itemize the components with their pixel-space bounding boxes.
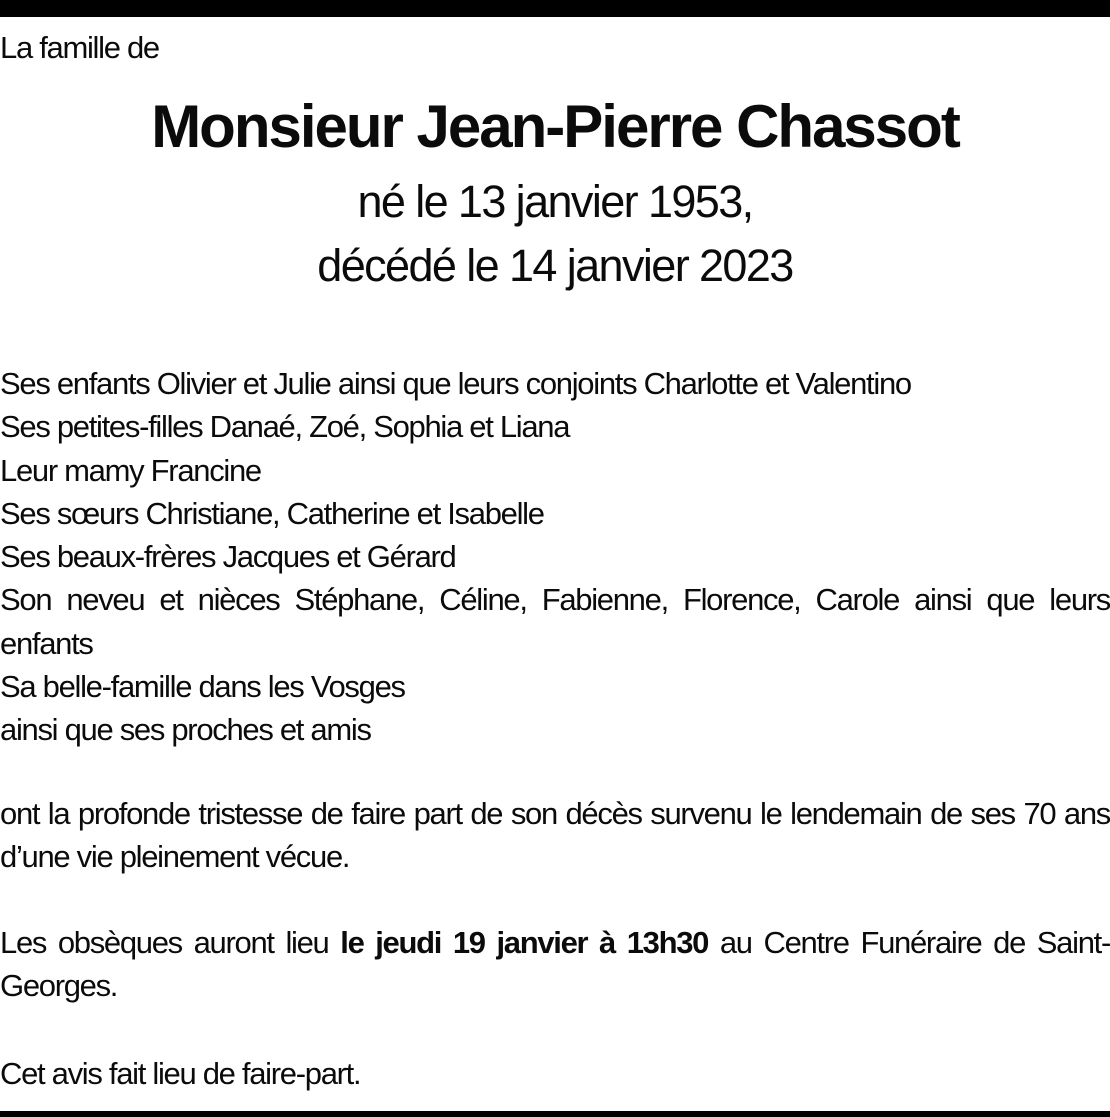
family-line: Leur mamy Francine — [0, 452, 261, 488]
closing-note: Cet avis fait lieu de faire-part. — [0, 1056, 361, 1091]
funeral-paragraph — [0, 921, 1110, 1008]
funeral-date-time: le jeudi 19 janvier à 13h30 — [340, 925, 709, 960]
announcement-paragraph: ont la profonde tristesse de faire part de son décès survenu le lendemain de ses 70 ans d’une vie pleinement vécue. — [0, 796, 1110, 875]
family-list — [0, 362, 1110, 752]
family-line: Ses beaux-frères Jacques et Gérard — [0, 539, 456, 575]
funeral-text-before: Les obsèques auront lieu — [0, 925, 341, 960]
bottom-border-rule — [0, 1111, 1110, 1117]
deceased-name: Monsieur Jean-Pierre Chassot — [151, 93, 959, 160]
birth-date: né le 13 janvier 1953, — [357, 176, 753, 227]
funeral-text-after: au Centre Funéraire de Saint-Georges. — [0, 925, 1110, 1004]
family-line: Ses sœurs Christiane, Catherine et Isabelle — [0, 495, 544, 531]
intro-text: La famille de — [0, 30, 159, 65]
family-line: ainsi que ses proches et amis — [0, 712, 371, 748]
family-line: Sa belle-famille dans les Vosges — [0, 669, 405, 705]
family-line: Son neveu et nièces Stéphane, Céline, Fabienne, Florence, Carole ainsi que leurs enfants — [0, 582, 1110, 661]
family-line: Ses enfants Olivier et Julie ainsi que leurs conjoints Charlotte et Valentino — [0, 366, 911, 401]
family-line: Ses petites-filles Danaé, Zoé, Sophia et Liana — [0, 409, 570, 445]
death-date: décédé le 14 janvier 2023 — [317, 240, 793, 291]
top-border-rule — [0, 0, 1110, 17]
